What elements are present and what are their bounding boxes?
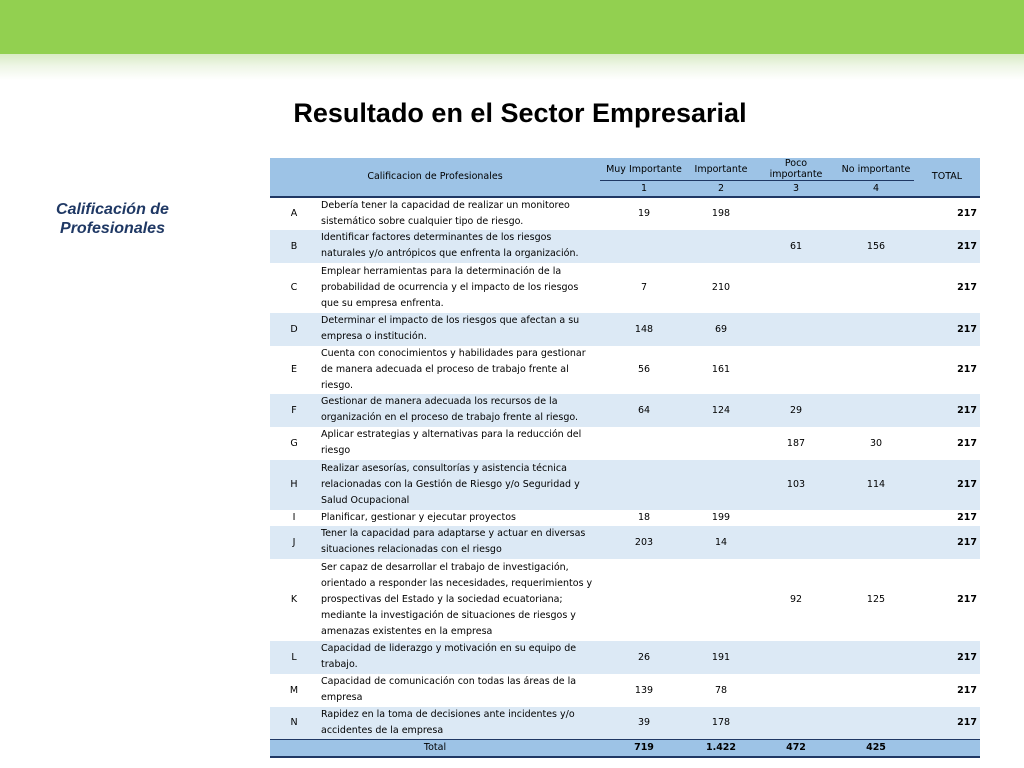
header-muy-importante: Muy Importante <box>600 158 688 181</box>
row-importante: 191 <box>688 641 754 674</box>
row-total: 217 <box>957 594 977 605</box>
row-no-importante: 30 <box>869 437 883 449</box>
top-green-bar <box>0 0 1024 54</box>
row-importante <box>688 460 754 510</box>
side-label: Calificación de Profesionales <box>56 201 169 237</box>
results-table <box>270 158 980 758</box>
row-poco-importante <box>754 313 838 346</box>
table-row <box>270 707 980 740</box>
row-code: M <box>289 684 299 696</box>
row-code: D <box>270 313 318 346</box>
total-cell-3: 472 <box>754 740 838 757</box>
row-total: 217 <box>914 460 980 510</box>
row-poco-importante: 103 <box>754 460 838 510</box>
row-total: 217 <box>957 364 977 375</box>
slide-title: Resultado en el Sector Empresarial <box>293 98 747 128</box>
row-no-importante <box>838 394 914 427</box>
row-description: Capacidad de liderazgo y motivación en su equipo de trabajo. <box>318 641 600 674</box>
header-total: TOTAL <box>914 158 980 197</box>
row-muy-importante: 139 <box>634 684 654 696</box>
table-row <box>270 641 980 674</box>
row-poco-importante: 61 <box>754 230 838 263</box>
row-no-importante <box>838 197 914 230</box>
table-row <box>270 197 980 230</box>
row-description: Ser capaz de desarrollar el trabajo de investigación, orientado a responder las necesidades, requerimientos y prospectivas del Estado y la sociedad ecuatoriana; mediante la investigación de situaciones de riesgos y amenazas existentes en la empresa <box>321 561 593 637</box>
row-no-importante <box>838 313 914 346</box>
row-poco-importante: 29 <box>754 394 838 427</box>
row-description: Identificar factores determinantes de los riesgos naturales y/o antrópicos que enfrenta la organización. <box>318 230 600 263</box>
row-poco-importante: 92 <box>789 594 803 605</box>
row-muy-importante: 64 <box>600 394 688 427</box>
row-description: Debería tener la capacidad de realizar un monitoreo sistemático sobre cualquier tipo de riesgo. <box>321 199 570 227</box>
row-description: Tener la capacidad para adaptarse y actuar en diversas situaciones relacionadas con el riesgo <box>318 526 600 559</box>
row-code: L <box>270 641 318 674</box>
row-no-importante: 114 <box>838 460 914 510</box>
row-poco-importante <box>754 346 838 394</box>
row-total: 217 <box>914 707 980 740</box>
header-scale-2: 2 <box>688 181 754 197</box>
row-importante: 78 <box>714 684 728 696</box>
row-total: 217 <box>957 208 977 219</box>
row-muy-importante <box>600 427 688 460</box>
row-muy-importante: 39 <box>600 707 688 740</box>
total-cell-total <box>914 740 980 757</box>
row-muy-importante <box>600 559 688 641</box>
row-poco-importante <box>754 641 838 674</box>
row-muy-importante: 203 <box>600 526 688 559</box>
row-no-importante <box>838 346 914 394</box>
row-total: 217 <box>914 526 980 559</box>
row-total: 217 <box>914 230 980 263</box>
row-description: Emplear herramientas para la determinación de la probabilidad de ocurrencia y el impacto de los riesgos que su empresa enfrenta. <box>321 265 579 309</box>
row-code: I <box>292 512 296 523</box>
row-description: Capacidad de comunicación con todas las áreas de la empresa <box>321 676 577 703</box>
row-description: Determinar el impacto de los riesgos que afectan a su empresa o institución. <box>318 313 600 346</box>
table-row <box>270 263 980 313</box>
top-gradient-band <box>0 54 1024 80</box>
row-no-importante: 156 <box>838 230 914 263</box>
row-no-importante <box>838 510 914 526</box>
row-muy-importante: 18 <box>637 512 651 523</box>
row-description: Gestionar de manera adecuada los recursos de la organización en el proceso de trabajo frente al riesgo. <box>318 394 600 427</box>
header-scale-3: 3 <box>754 181 838 197</box>
row-muy-importante <box>600 460 688 510</box>
row-code: F <box>270 394 318 427</box>
row-poco-importante <box>754 707 838 740</box>
table-total-row <box>270 740 980 757</box>
total-row-label: Total <box>270 740 600 757</box>
table-row <box>270 559 980 641</box>
row-poco-importante <box>754 197 838 230</box>
row-importante: 124 <box>688 394 754 427</box>
total-cell-2: 1.422 <box>688 740 754 757</box>
row-poco-importante <box>754 510 838 526</box>
row-no-importante <box>838 674 914 707</box>
table-row <box>270 394 980 427</box>
row-description: Aplicar estrategias y alternativas para la reducción del riesgo <box>321 429 582 456</box>
row-poco-importante <box>754 674 838 707</box>
row-description: Cuenta con conocimientos y habilidades para gestionar de manera adecuada el proceso de trabajo frente al riesgo. <box>321 347 586 391</box>
row-code: B <box>270 230 318 263</box>
row-importante: 210 <box>711 282 731 293</box>
row-muy-importante: 7 <box>640 282 648 293</box>
row-muy-importante: 148 <box>600 313 688 346</box>
row-muy-importante: 19 <box>637 208 651 219</box>
table-row <box>270 510 980 526</box>
row-importante: 199 <box>711 512 731 523</box>
row-muy-importante: 26 <box>600 641 688 674</box>
row-total: 217 <box>957 437 977 449</box>
header-no-importante: No importante <box>838 158 914 181</box>
row-importante <box>688 559 754 641</box>
row-total: 217 <box>914 313 980 346</box>
row-code: H <box>270 460 318 510</box>
row-importante: 178 <box>688 707 754 740</box>
header-scale-4: 4 <box>838 181 914 197</box>
row-description: Realizar asesorías, consultorías y asistencia técnica relacionadas con la Gestión de Riesgo y/o Seguridad y Salud Ocupacional <box>318 460 600 510</box>
row-code: N <box>270 707 318 740</box>
header-main: Calificacion de Profesionales <box>270 158 600 197</box>
table-row <box>270 526 980 559</box>
table-row <box>270 313 980 346</box>
row-importante: 161 <box>711 364 731 375</box>
total-cell-4: 425 <box>838 740 914 757</box>
table-row <box>270 427 980 460</box>
row-total: 217 <box>957 282 977 293</box>
row-poco-importante <box>754 263 838 313</box>
header-importante: Importante <box>688 158 754 181</box>
row-importante: 198 <box>711 208 731 219</box>
table-row <box>270 346 980 394</box>
row-importante <box>688 427 754 460</box>
row-code: A <box>290 208 298 219</box>
row-description: Rapidez en la toma de decisiones ante incidentes y/o accidentes de la empresa <box>318 707 600 740</box>
row-no-importante <box>838 641 914 674</box>
row-no-importante <box>838 263 914 313</box>
row-total: 217 <box>914 641 980 674</box>
row-no-importante: 125 <box>866 594 886 605</box>
total-cell-1: 719 <box>600 740 688 757</box>
row-muy-importante: 56 <box>637 364 651 375</box>
row-code: K <box>290 594 298 605</box>
table-row <box>270 460 980 510</box>
row-no-importante <box>838 526 914 559</box>
row-code: G <box>290 437 298 449</box>
row-poco-importante <box>754 526 838 559</box>
row-total: 217 <box>914 394 980 427</box>
row-code: C <box>290 282 298 293</box>
row-poco-importante: 187 <box>786 437 806 449</box>
row-importante <box>688 230 754 263</box>
row-code: E <box>290 364 297 375</box>
table-row <box>270 674 980 707</box>
row-importante: 69 <box>688 313 754 346</box>
row-total: 217 <box>957 684 977 696</box>
row-importante: 14 <box>688 526 754 559</box>
row-code: J <box>270 526 318 559</box>
row-no-importante <box>838 707 914 740</box>
row-muy-importante <box>600 230 688 263</box>
header-poco-importante: Poco importante <box>754 158 838 181</box>
row-total: 217 <box>957 512 977 523</box>
header-scale-1: 1 <box>600 181 688 197</box>
row-description: Planificar, gestionar y ejecutar proyectos <box>321 511 516 523</box>
table-row <box>270 230 980 263</box>
